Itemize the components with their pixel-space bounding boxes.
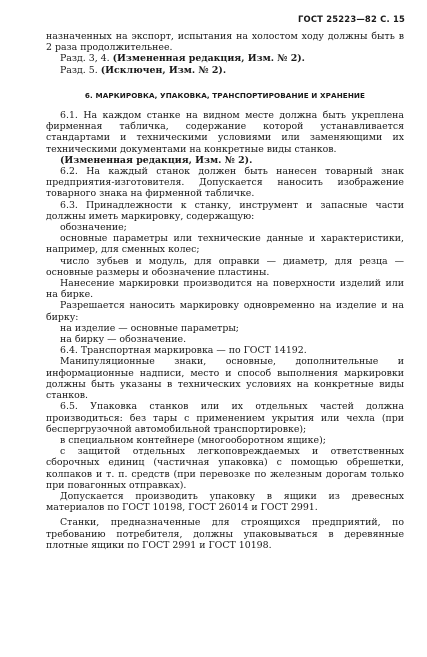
paragraph-section-5-note — [46, 65, 404, 76]
clause-6-4: 6.4. Транспортная маркировка — по ГОСТ 14192. — [60, 345, 307, 357]
list-item: на бирку — обозначение. — [60, 334, 187, 346]
list-item: обозначение; — [60, 222, 127, 234]
paragraph: Станки, предназначенные для строящихся предприятий, по требованию потребителя, должны упаковываться в деревянные плотные ящики по ГОСТ 2991 и ГОСТ 10198. — [46, 517, 404, 551]
clause-6-1: 6.1. На каждом станке на видном месте должна быть укреплена фирменная табличка, содержание которой устанавливается стандартами и техническими условиями или заменяющими их техническими документами на конкретные виды станков. — [46, 110, 404, 155]
section-reference: Разд. 3, 4. — [60, 53, 110, 65]
list-item: в специальном контейнере (многооборотном ящике); — [60, 434, 326, 446]
section-reference: Разд. 5. — [60, 64, 98, 76]
paragraph-continuation: назначенных на экспорт, испытания на холостом ходу должны быть в 2 раза продолжительнее. — [46, 31, 404, 54]
amendment-note: (Измененная редакция, Изм. № 2). — [112, 53, 305, 65]
body-text — [46, 31, 404, 551]
list-item: число зубьев и модуль, для оправки — диаметр, для резца — основные размеры и обозначение пластины. — [46, 255, 404, 278]
paragraph: Манипуляционные знаки, основные, дополнительные и информационные надписи, место и способ выполнения маркировки должны быть указаны в технических условиях на конкретные виды станков. — [46, 356, 404, 402]
amendment-note: (Исключен, Изм. № 2). — [100, 64, 227, 76]
paragraph: Разрешается наносить маркировку одновременно на изделие и на бирку: — [46, 300, 404, 323]
section-heading: 6. МАРКИРОВКА, УПАКОВКА, ТРАНСПОРТИРОВАНИЕ И ХРАНЕНИЕ — [84, 90, 366, 100]
clause-6-2: 6.2. На каждый станок должен быть нанесен товарный знак предприятия-изготовителя. Допускается наносить изображение товарного знака на фирменной табличке. — [46, 166, 404, 200]
clause-6-5: 6.5. Упаковка станков или их отдельных частей должна производиться: без тары с применением укрытия или чехла (при беспергрузочной автомобильной транспортировке); — [46, 401, 404, 435]
paragraph-section-3-4-note — [46, 53, 404, 64]
clause-6-3: 6.3. Принадлежности к станку, инструмент и запасные части должны иметь маркировку, содержащую: — [46, 199, 404, 222]
running-head: ГОСТ 25223—82 С. 15 — [297, 14, 405, 24]
list-item: основные параметры или технические данные и характеристики, например, для сменных колес; — [46, 233, 404, 256]
list-item: с защитой отдельных легкоповреждаемых и ответственных сборочных единиц (частичная упаковка) с помощью обрешетки, колпаков и т. п. средств (при перевозке по железным дорогам только при повагонных отправках). — [46, 446, 404, 491]
list-item: на изделие — основные параметры; — [60, 322, 239, 334]
paragraph: Нанесение маркировки производится на поверхности изделий или на бирке. — [46, 278, 404, 301]
amendment-note: (Измененная редакция, Изм. № 2). — [60, 154, 253, 166]
paragraph: Допускается производить упаковку в ящики из древесных материалов по ГОСТ 10198, ГОСТ 26014 и ГОСТ 2991. — [46, 490, 404, 514]
